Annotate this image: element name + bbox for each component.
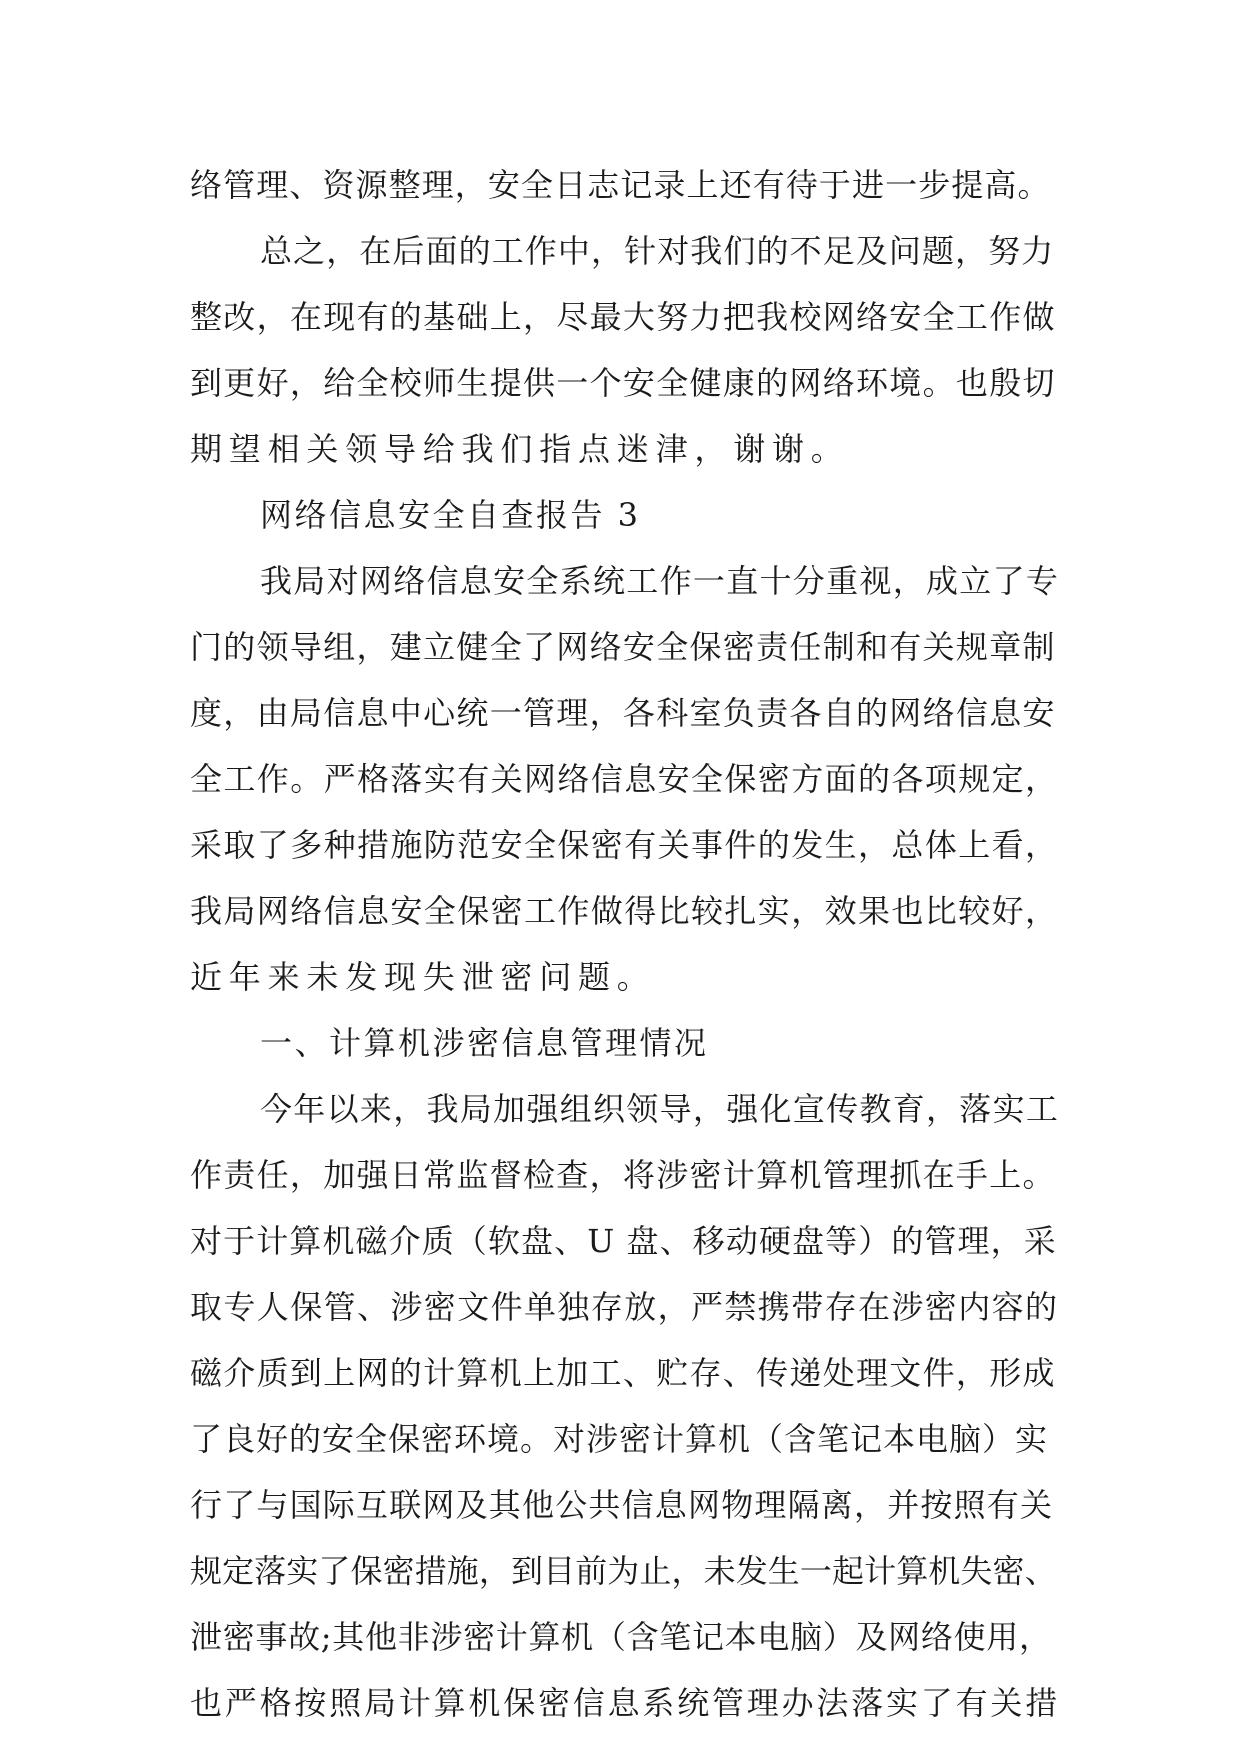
section-title: 网络信息安全自查报告 3: [260, 496, 641, 534]
paragraph-start: 总之，在后面的工作中，针对我们的不足及问题，努力: [260, 232, 1055, 270]
text-line: 全工作。严格落实有关网络信息安全保密方面的各项规定，: [190, 760, 1059, 798]
paragraph-start: 我局对网络信息安全系统工作一直十分重视，成立了专: [260, 562, 1060, 600]
text-line: 整改，在现有的基础上，尽最大努力把我校网络安全工作做: [190, 298, 1056, 336]
paragraph-start: 今年以来，我局加强组织领导，强化宣传教育，落实工: [260, 1090, 1060, 1128]
text-line: 到更好，给全校师生提供一个安全健康的网络环境。也殷切: [190, 364, 1056, 402]
text-line: 我局网络信息安全保密工作做得比较扎实，效果也比较好，: [190, 892, 1059, 930]
text-line: 采取了多种措施防范安全保密有关事件的发生，总体上看，: [190, 826, 1059, 864]
text-line: 规定落实了保密措施，到目前为止，未发生一起计算机失密、: [190, 1552, 1057, 1590]
text-line: 泄密事故;其他非涉密计算机（含笔记本电脑）及网络使用，: [190, 1618, 1052, 1656]
text-line: 取专人保管、涉密文件单独存放，严禁携带存在涉密内容的: [190, 1288, 1059, 1326]
text-line: 行了与国际互联网及其他公共信息网物理隔离，并按照有关: [190, 1486, 1054, 1524]
text-line: 度，由局信息中心统一管理，各科室负责各自的网络信息安: [190, 694, 1056, 732]
subsection-heading: 一、计算机涉密信息管理情况: [260, 1024, 709, 1062]
text-line: 作责任，加强日常监督检查，将涉密计算机管理抓在手上。: [190, 1156, 1056, 1194]
text-line: 对于计算机磁介质（软盘、U 盘、移动硬盘等）的管理，采: [190, 1222, 1057, 1260]
text-line: 磁介质到上网的计算机上加工、贮存、传递处理文件，形成: [190, 1354, 1056, 1392]
text-line: 了良好的安全保密环境。对涉密计算机（含笔记本电脑）实: [190, 1420, 1049, 1458]
text-line: 期望相关领导给我们指点迷津，谢谢。: [190, 430, 850, 468]
text-line: 络管理、资源整理，安全日志记录上还有待于进一步提高。: [190, 166, 1051, 204]
text-line: 近年来未发现失泄密问题。: [190, 958, 656, 996]
text-line: 门的领导组，建立健全了网络安全保密责任制和有关规章制: [190, 628, 1056, 666]
document-body: [190, 152, 1060, 1736]
text-line: 也严格按照局计算机保密信息系统管理办法落实了有关措: [190, 1684, 1061, 1722]
